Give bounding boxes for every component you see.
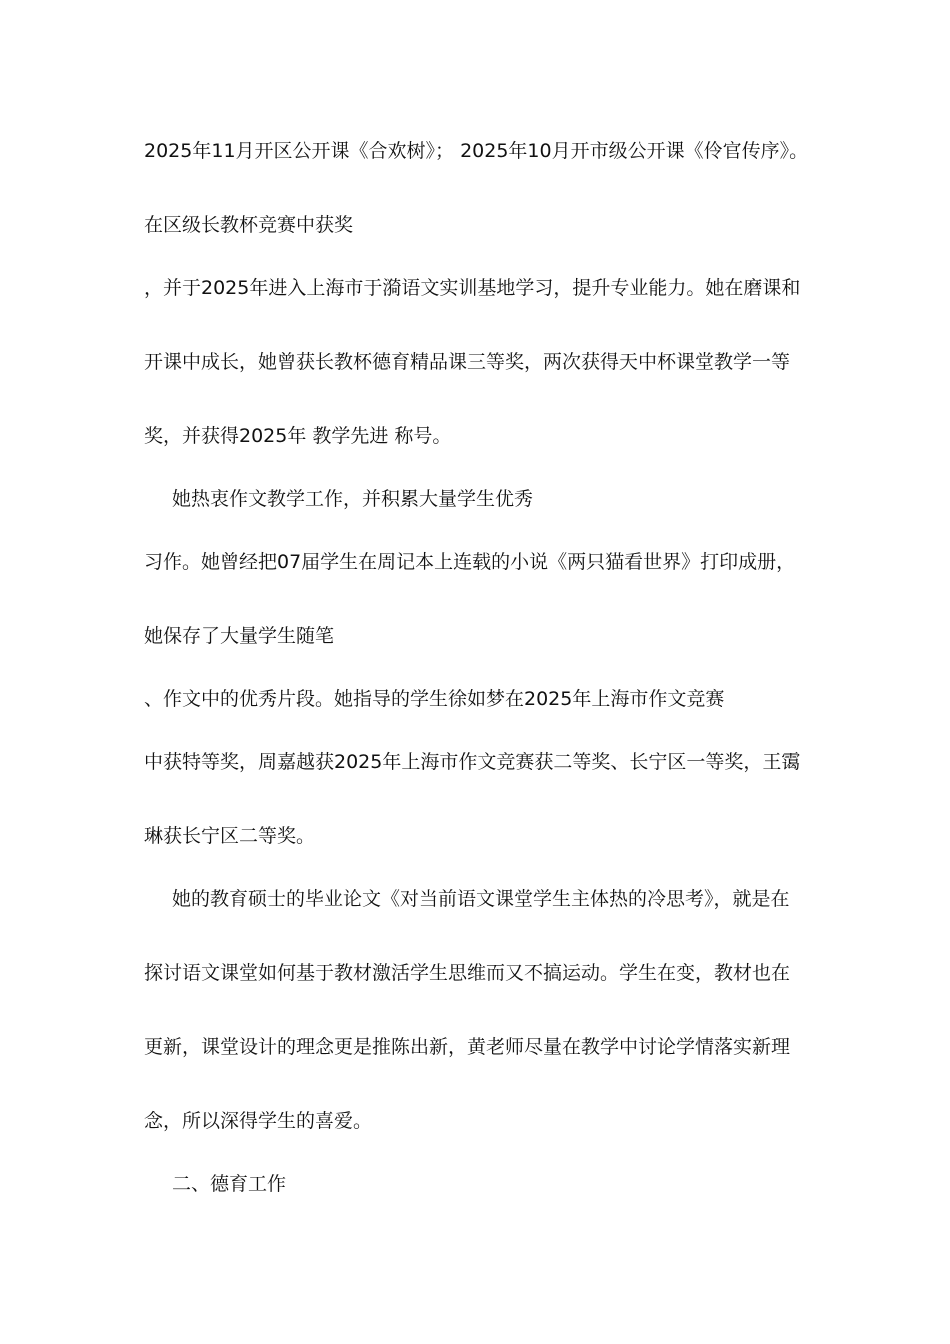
text-line: 探讨语文课堂如何基于教材激活学生思维而又不搞运动。学生在变，教材也在 [144,962,791,984]
paragraph-start: 她热衷作文教学工作，并积累大量学生优秀 [172,488,534,510]
text-line: 她保存了大量学生随笔 [144,625,335,647]
text-line: 念，所以深得学生的喜爱。 [144,1110,373,1132]
section-heading: 二、德育工作 [172,1173,287,1195]
text-line: 习作。她曾经把07届学生在周记本上连载的小说《两只猫看世界》打印成册， [144,551,796,573]
text-line: 更新，课堂设计的理念更是推陈出新，黄老师尽量在教学中讨论学情落实新理 [144,1036,791,1058]
text-line: 在区级长教杯竞赛中获奖 [144,214,354,236]
text-line: 奖，并获得2025年 教学先进 称号。 [144,425,452,447]
text-line: 2025年11月开区公开课《合欢树》； 2025年10月开市级公开课《伶官传序》。 [144,140,809,162]
text-line: 、作文中的优秀片段。她指导的学生徐如梦在2025年上海市作文竞赛 [144,688,725,710]
text-line: 琳获长宁区二等奖。 [144,825,316,847]
text-line: ，并于2025年进入上海市于漪语文实训基地学习，提升专业能力。她在磨课和 [144,277,801,299]
text-line: 中获特等奖，周嘉越获2025年上海市作文竞赛获二等奖、长宁区一等奖，王霭 [144,751,801,773]
text-line: 开课中成长，她曾获长教杯德育精品课三等奖，两次获得天中杯课堂教学一等 [144,351,791,373]
paragraph-start: 她的教育硕士的毕业论文《对当前语文课堂学生主体热的冷思考》，就是在 [172,888,790,910]
